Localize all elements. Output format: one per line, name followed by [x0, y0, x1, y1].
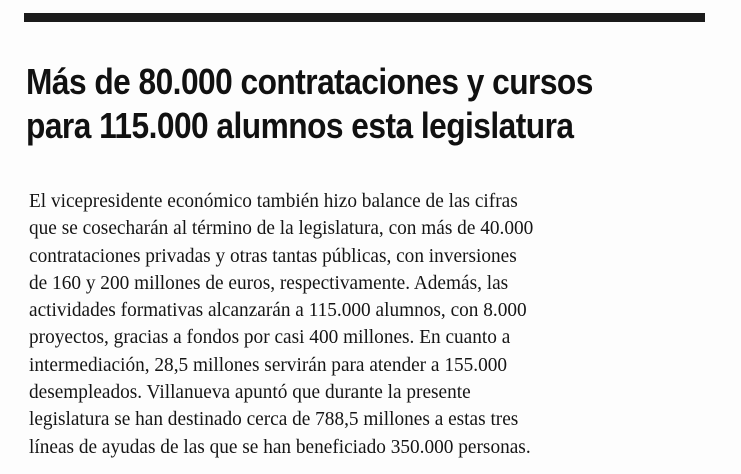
top-rule	[24, 13, 705, 22]
body-line: de 160 y 200 millones de euros, respectivamente. Además, las	[29, 271, 509, 294]
headline	[26, 60, 633, 148]
body-line: líneas de ayudas de las que se han beneficiado 350.000 personas.	[29, 435, 531, 458]
body-line: legislatura se han destinado cerca de 788,5 millones a estas tres	[29, 408, 519, 431]
body-line: desempleados. Villanueva apuntó que durante la presente	[29, 381, 471, 404]
body-line: El vicepresidente económico también hizo balance de las cifras	[29, 190, 518, 212]
headline-line: para 115.000 alumnos esta legislatura	[26, 105, 574, 146]
body-line: que se cosecharán al término de la legislatura, con más de 40.000	[29, 217, 534, 240]
body-line: intermediación, 28,5 millones servirán para atender a 155.000	[29, 353, 508, 376]
body-line: proyectos, gracias a fondos por casi 400 millones. En cuanto a	[29, 326, 511, 349]
headline-line: Más de 80.000 contrataciones y cursos	[26, 61, 593, 102]
article-body	[29, 188, 695, 461]
body-line: actividades formativas alcanzarán a 115.000 alumnos, con 8.000	[29, 299, 527, 322]
body-line: contrataciones privadas y otras tantas públicas, con inversiones	[29, 244, 517, 267]
